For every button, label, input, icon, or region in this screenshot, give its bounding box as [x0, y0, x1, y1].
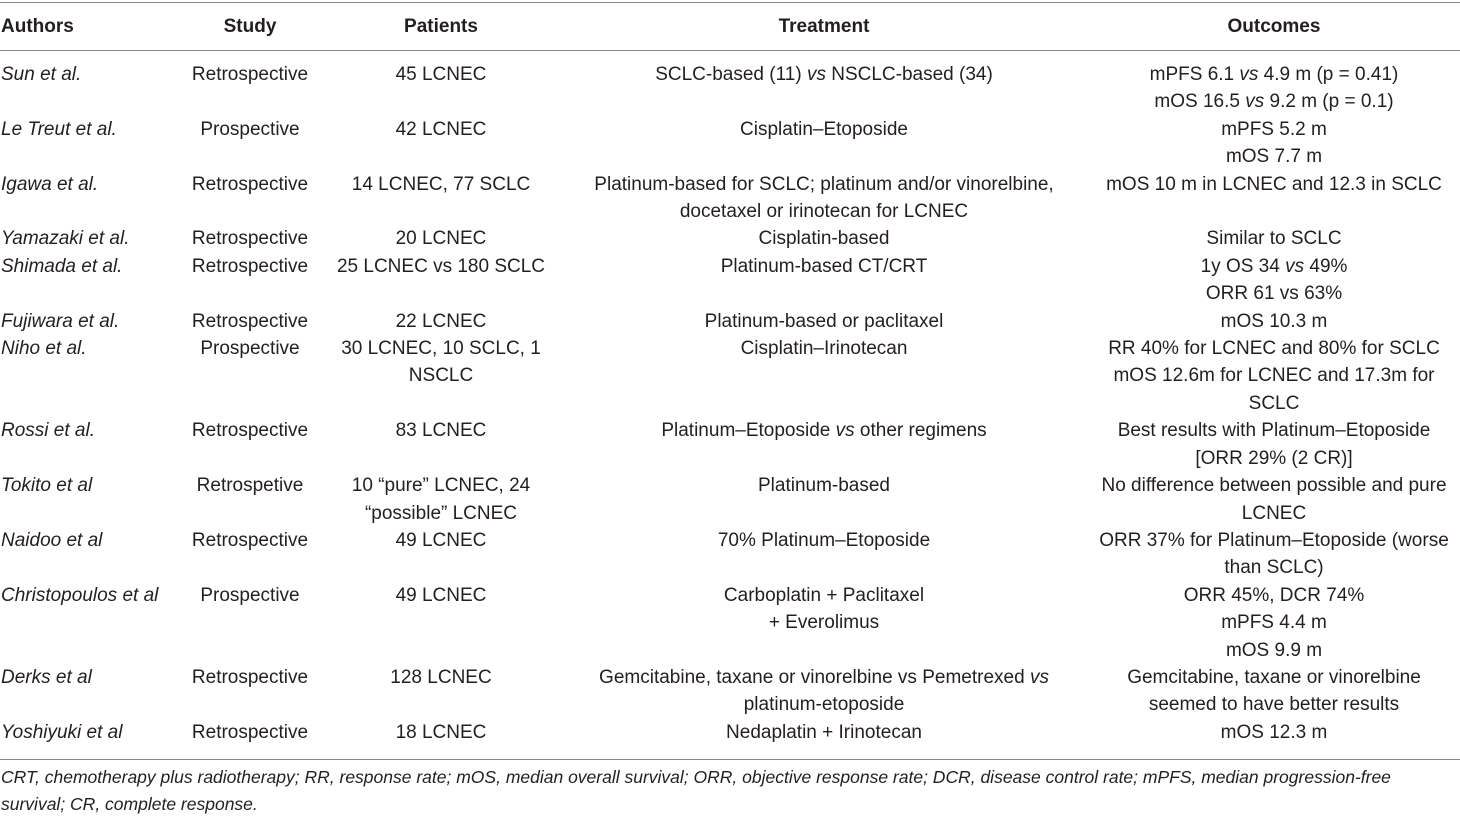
- cell-patients: 45 LCNEC: [395, 64, 487, 85]
- cell-treatment: SCLC-based (11) vs NSCLC-based (34): [655, 64, 993, 85]
- cell-authors: Niho et al.: [1, 338, 87, 360]
- cell-outcomes: mOS 10.3 m: [1220, 310, 1328, 332]
- cell-study: Retrospective: [191, 420, 309, 442]
- cell-study: Retrospective: [191, 173, 309, 195]
- table-row: [0, 171, 1460, 226]
- table-row: [0, 719, 1460, 746]
- cell-study: Retrospective: [191, 529, 309, 551]
- cell-treatment: Cisplatin–Irinotecan: [740, 338, 908, 360]
- cell-authors: Yoshiyuki et al: [1, 721, 123, 743]
- cell-treatment: 70% Platinum–Etoposide: [717, 529, 931, 551]
- cell-patients: 25 LCNEC vs 180 SCLC: [336, 255, 546, 277]
- cell-outcomes: Gemcitabine, taxane or vinorelbine seemed to have better results: [1127, 666, 1421, 716]
- cell-authors: Le Treut et al.: [1, 118, 117, 140]
- table-body: [0, 50, 1460, 746]
- cell-authors: Igawa et al.: [1, 173, 99, 195]
- header-study: Study: [223, 16, 277, 38]
- table-top-rule: [0, 2, 1460, 3]
- header-authors: Authors: [1, 16, 74, 38]
- cell-treatment: Nedaplatin + Irinotecan: [726, 721, 922, 743]
- cell-study: Prospective: [200, 584, 300, 606]
- cell-treatment: Cisplatin-based: [758, 228, 890, 250]
- cell-study: Retrospective: [191, 721, 309, 743]
- table-row: [0, 50, 1460, 116]
- table-bottom-rule: [0, 759, 1460, 760]
- cell-outcomes: mOS 10 m in LCNEC and 12.3 in SCLC: [1106, 173, 1442, 195]
- table-header-row: [0, 4, 1460, 50]
- cell-treatment: Platinum-based: [757, 475, 891, 497]
- lcnec-treatment-table: [0, 4, 1460, 746]
- table-row: [0, 253, 1460, 308]
- cell-treatment: Platinum-based for SCLC; platinum and/or vinorelbine, docetaxel or irinotecan for LCNEC: [594, 173, 1054, 223]
- cell-patients: 14 LCNEC, 77 SCLC: [351, 173, 531, 195]
- cell-treatment: Cisplatin–Etoposide: [740, 118, 908, 140]
- table-row: [0, 335, 1460, 417]
- cell-patients: 49 LCNEC: [395, 529, 487, 551]
- table-row: [0, 417, 1460, 472]
- cell-outcomes: mOS 12.3 m: [1220, 721, 1328, 743]
- cell-patients: 83 LCNEC: [395, 420, 487, 442]
- table-row: [0, 472, 1460, 527]
- cell-patients: 10 “pure” LCNEC, 24 “possible” LCNEC: [351, 475, 531, 524]
- cell-patients: 22 LCNEC: [395, 310, 487, 332]
- cell-study: Retrospetive: [196, 475, 304, 497]
- cell-patients: 30 LCNEC, 10 SCLC, 1 NSCLC: [341, 338, 541, 387]
- cell-study: Prospective: [200, 118, 300, 140]
- cell-authors: Naidoo et al: [1, 529, 103, 551]
- cell-outcomes: 1y OS 34 vs 49% ORR 61 vs 63%: [1200, 255, 1348, 305]
- cell-patients: 49 LCNEC: [395, 584, 487, 606]
- cell-outcomes: RR 40% for LCNEC and 80% for SCLC mOS 12.6m for LCNEC and 17.3m for SCLC: [1108, 338, 1440, 414]
- cell-study: Retrospective: [191, 666, 309, 688]
- cell-authors: Christopoulos et al: [1, 584, 159, 606]
- table-row: [0, 582, 1460, 664]
- cell-authors: Fujiwara et al.: [1, 310, 120, 332]
- cell-treatment: Carboplatin + Paclitaxel + Everolimus: [723, 584, 925, 634]
- cell-patients: 42 LCNEC: [395, 118, 487, 140]
- cell-study: Prospective: [200, 338, 300, 360]
- cell-treatment: Platinum-based or paclitaxel: [704, 310, 944, 332]
- cell-study: Retrospective: [191, 228, 309, 250]
- table-row: [0, 225, 1460, 252]
- header-treatment: Treatment: [778, 16, 870, 38]
- table-footnote: CRT, chemotherapy plus radiotherapy; RR, response rate; mOS, median overall survival; ORR, objective response rate; DCR, disease control rate; mPFS, median progression-free survival; CR, complete response.: [1, 767, 1391, 814]
- cell-authors: Sun et al.: [1, 64, 82, 85]
- cell-treatment: Platinum–Etoposide vs other regimens: [661, 420, 987, 442]
- table-row: [0, 308, 1460, 335]
- cell-patients: 128 LCNEC: [390, 666, 492, 688]
- cell-outcomes: ORR 37% for Platinum–Etoposide (worse than SCLC): [1099, 529, 1449, 579]
- cell-outcomes: Best results with Platinum–Etoposide [ORR 29% (2 CR)]: [1117, 420, 1431, 469]
- cell-treatment: Platinum-based CT/CRT: [720, 255, 928, 277]
- cell-authors: Derks et al: [1, 666, 92, 688]
- cell-authors: Tokito et al: [1, 475, 93, 497]
- cell-outcomes: mPFS 5.2 m mOS 7.7 m: [1221, 118, 1327, 168]
- header-patients: Patients: [404, 16, 478, 38]
- cell-study: Retrospective: [191, 64, 309, 85]
- cell-outcomes: mPFS 6.1 vs 4.9 m (p = 0.41) mOS 16.5 vs 9.2 m (p = 0.1): [1149, 64, 1399, 113]
- cell-outcomes: Similar to SCLC: [1206, 228, 1342, 250]
- cell-authors: Rossi et al.: [1, 420, 95, 442]
- table-row: [0, 116, 1460, 171]
- header-outcomes: Outcomes: [1227, 16, 1321, 38]
- cell-outcomes: No difference between possible and pure LCNEC: [1101, 475, 1447, 524]
- cell-study: Retrospective: [191, 310, 309, 332]
- cell-patients: 20 LCNEC: [395, 228, 487, 250]
- cell-outcomes: ORR 45%, DCR 74% mPFS 4.4 m mOS 9.9 m: [1183, 584, 1365, 661]
- table-row: [0, 664, 1460, 719]
- cell-study: Retrospective: [191, 255, 309, 277]
- table-row: [0, 527, 1460, 582]
- cell-authors: Yamazaki et al.: [1, 228, 130, 250]
- cell-patients: 18 LCNEC: [395, 721, 487, 743]
- cell-authors: Shimada et al.: [1, 255, 123, 277]
- cell-treatment: Gemcitabine, taxane or vinorelbine vs Pemetrexed vs platinum-etoposide: [599, 666, 1049, 716]
